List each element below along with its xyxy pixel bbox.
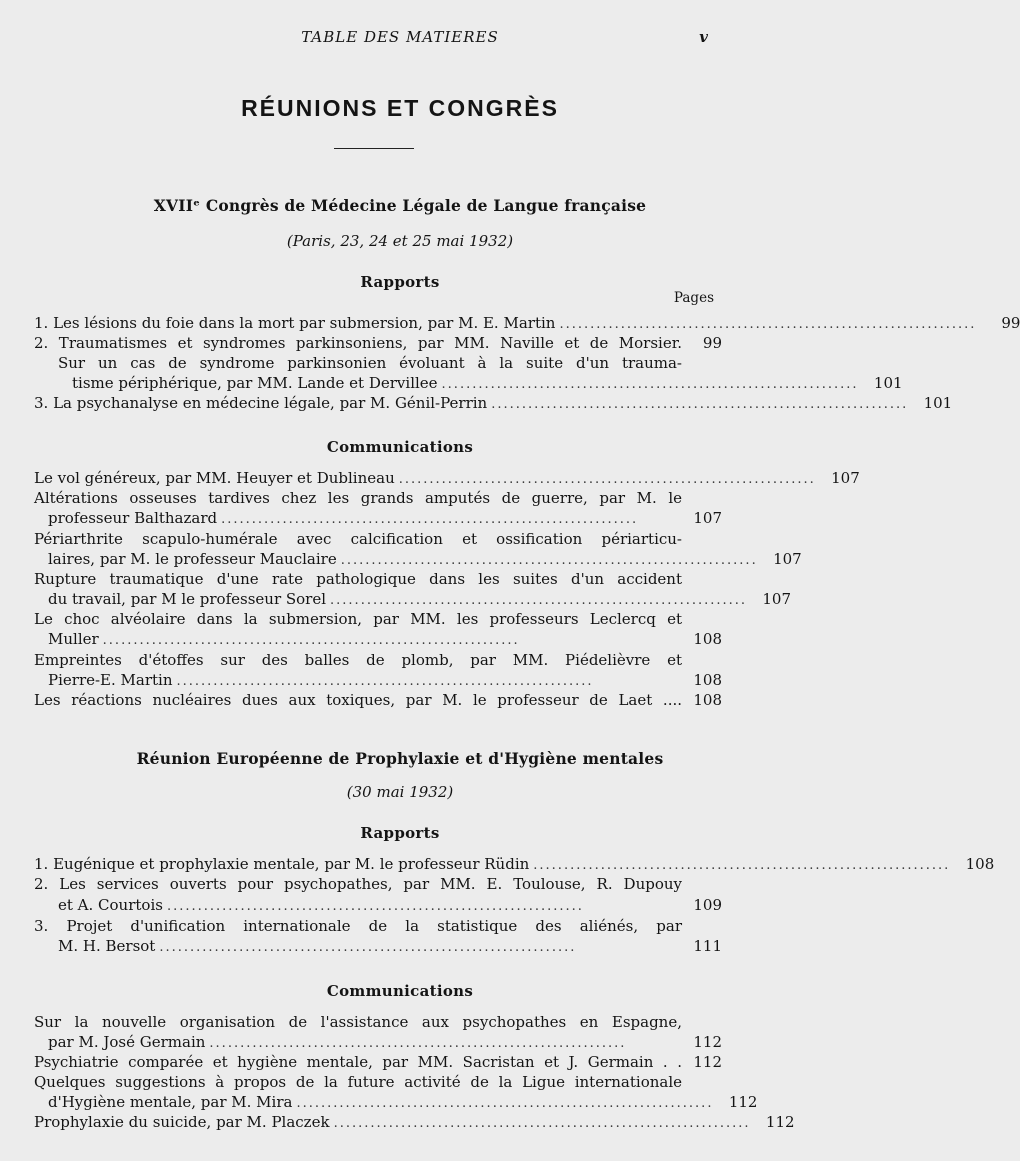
leader-dots: .................................................................... xyxy=(533,858,951,873)
toc-entry-page: 108 xyxy=(693,691,722,709)
toc-entry-text: du travail, par M le professeur Sorel xyxy=(48,590,327,608)
toc-entry-text: 2. Les services ouverts pour psychopathes, par MM. E. Toulouse, R. Dupouy xyxy=(34,875,682,893)
toc-entry-line xyxy=(58,353,722,374)
section-2-title: Réunion Européenne de Prophylaxie et d'Hygiène mentales xyxy=(136,749,664,768)
section-1-subtitle: (Paris, 23, 24 et 25 mai 1932) xyxy=(286,232,514,250)
toc-entry-page: 108 xyxy=(693,671,722,689)
toc-entry-text: par M. José Germain xyxy=(48,1033,206,1051)
toc-entry-line xyxy=(34,529,722,550)
toc-entry xyxy=(34,1112,795,1133)
title-divider xyxy=(334,148,414,149)
toc-entry-text: 2. Traumatismes et syndromes parkinsoniens, par MM. Naville et de Morsier. xyxy=(34,334,682,352)
toc-entry xyxy=(48,1032,722,1053)
toc-entry-text: 3. La psychanalyse en médecine légale, par M. Génil-Perrin xyxy=(34,394,488,412)
pages-column-label: Pages xyxy=(673,290,714,306)
toc-entry xyxy=(48,508,722,529)
toc-entry-page: 99 xyxy=(1001,314,1020,332)
toc-entry-page: 112 xyxy=(693,1053,722,1071)
toc-entry-page: 109 xyxy=(693,896,722,914)
toc-entry xyxy=(48,1092,758,1113)
toc-entry-page: 111 xyxy=(693,937,722,955)
leader-dots: .................................................................... xyxy=(102,633,520,648)
leader-dots: .................................................................... xyxy=(340,553,758,568)
toc-entry-text: Altérations osseuses tardives chez les grands amputés de guerre, par M. le xyxy=(34,489,682,507)
toc-entry-line xyxy=(34,1012,722,1033)
section-2-rapports-heading: Rapports xyxy=(360,824,440,842)
toc-entry-page: 107 xyxy=(693,509,722,527)
toc-entry-text: Muller xyxy=(48,630,99,648)
toc-entry xyxy=(34,313,1020,334)
toc-entry xyxy=(34,333,722,354)
toc-entry-page: 108 xyxy=(965,855,995,873)
toc-entry-text: d'Hygiène mentale, par M. Mira xyxy=(48,1093,293,1111)
section-2-subtitle: (30 mai 1932) xyxy=(346,783,454,801)
running-head: TABLE DES MATIERES xyxy=(301,28,499,46)
toc-entry-page: 101 xyxy=(923,394,953,412)
toc-entry-line xyxy=(34,488,722,509)
toc-entry-text: professeur Balthazard xyxy=(48,509,218,527)
toc-entry-page: 107 xyxy=(831,469,860,487)
toc-entry-text: Psychiatrie comparée et hygiène mentale, par MM. Sacristan et J. Germain . . xyxy=(34,1053,682,1071)
toc-entry-text: et A. Courtois xyxy=(58,896,163,914)
toc-entry-text: 3. Projet d'unification internationale de la statistique des aliénés, par xyxy=(34,917,682,935)
leader-dots: .................................................................... xyxy=(296,1096,714,1111)
toc-entry xyxy=(48,670,722,691)
toc-entry-text: Prophylaxie du suicide, par M. Placzek xyxy=(34,1113,330,1131)
toc-entry-line xyxy=(34,609,722,630)
toc-entry-text: Le vol généreux, par MM. Heuyer et Dublineau xyxy=(34,469,395,487)
toc-entry-text: laires, par M. le professeur Mauclaire xyxy=(48,550,337,568)
leader-dots: .................................................................... xyxy=(176,674,594,689)
toc-entry-line xyxy=(34,650,722,671)
toc-entry xyxy=(48,549,802,570)
leader-dots: .................................................................... xyxy=(333,1116,751,1131)
toc-entry-text: Le choc alvéolaire dans la submersion, par MM. les professeurs Leclercq et xyxy=(34,610,682,628)
toc-entry-page: 112 xyxy=(693,1033,722,1051)
toc-entry xyxy=(48,589,792,610)
toc-entry-page: 101 xyxy=(873,374,903,392)
toc-entry xyxy=(34,468,860,489)
section-1-rapports-heading: Rapports xyxy=(360,273,440,291)
toc-entry xyxy=(34,393,953,414)
toc-entry-page: 99 xyxy=(702,334,722,352)
toc-entry xyxy=(58,936,722,957)
leader-dots: .................................................................... xyxy=(209,1036,627,1051)
toc-entry xyxy=(48,629,722,650)
leader-dots: .................................................................... xyxy=(559,317,977,332)
page-title: RÉUNIONS ET CONGRÈS xyxy=(241,95,559,121)
toc-entry-text: 1. Les lésions du foie dans la mort par submersion, par M. E. Martin xyxy=(34,314,556,332)
leader-dots: .................................................................... xyxy=(491,397,909,412)
toc-entry-page: 108 xyxy=(693,630,722,648)
toc-entry-text: Empreintes d'étoffes sur des balles de plomb, par MM. Piédelièvre et xyxy=(34,651,682,669)
leader-dots: .................................................................... xyxy=(166,899,584,914)
toc-entry xyxy=(34,854,995,875)
leader-dots: .................................................................... xyxy=(159,940,577,955)
toc-entry-page: 112 xyxy=(728,1093,758,1111)
toc-entry-page: 107 xyxy=(773,550,802,568)
toc-entry-text: Quelques suggestions à propos de la future activité de la Ligue internationale xyxy=(34,1073,682,1091)
toc-entry xyxy=(34,690,722,711)
toc-entry xyxy=(72,373,903,394)
toc-entry-text: tisme périphérique, par MM. Lande et Dervillee xyxy=(72,374,438,392)
toc-entry xyxy=(34,1052,722,1073)
toc-entry-text: Sur la nouvelle organisation de l'assistance aux psychopathes en Espagne, xyxy=(34,1013,682,1031)
leader-dots: .................................................................... xyxy=(221,512,639,527)
toc-entry-line xyxy=(34,569,722,590)
toc-entry-text: Périarthrite scapulo-humérale avec calcification et ossification périarticu- xyxy=(34,530,682,548)
toc-entry-text: Pierre-E. Martin xyxy=(48,671,173,689)
toc-entry-text: Les réactions nucléaires dues aux toxiques, par M. le professeur de Laet .... xyxy=(34,691,682,709)
leader-dots: .................................................................... xyxy=(330,593,748,608)
toc-entry-page: 112 xyxy=(765,1113,795,1131)
leader-dots: .................................................................... xyxy=(441,377,859,392)
toc-entry-text: M. H. Bersot xyxy=(58,937,156,955)
toc-entry-line xyxy=(34,1072,722,1093)
section-1-title: XVIIᵉ Congrès de Médecine Légale de Langue française xyxy=(153,196,647,215)
toc-entry-text: Rupture traumatique d'une rate pathologique dans les suites d'un accident xyxy=(34,570,682,588)
toc-entry-text: Sur un cas de syndrome parkinsonien évoluant à la suite d'un trauma- xyxy=(58,354,682,372)
toc-entry-text: 1. Eugénique et prophylaxie mentale, par M. le professeur Rüdin xyxy=(34,855,530,873)
toc-entry-line xyxy=(34,916,722,937)
section-1-communications-heading: Communications xyxy=(326,438,474,456)
section-2-communications-heading: Communications xyxy=(326,982,474,1000)
toc-entry-page: 107 xyxy=(762,590,792,608)
leader-dots: .................................................................... xyxy=(398,472,816,487)
toc-entry-line xyxy=(34,874,722,895)
toc-entry xyxy=(58,895,722,916)
page-number: v xyxy=(699,28,708,46)
